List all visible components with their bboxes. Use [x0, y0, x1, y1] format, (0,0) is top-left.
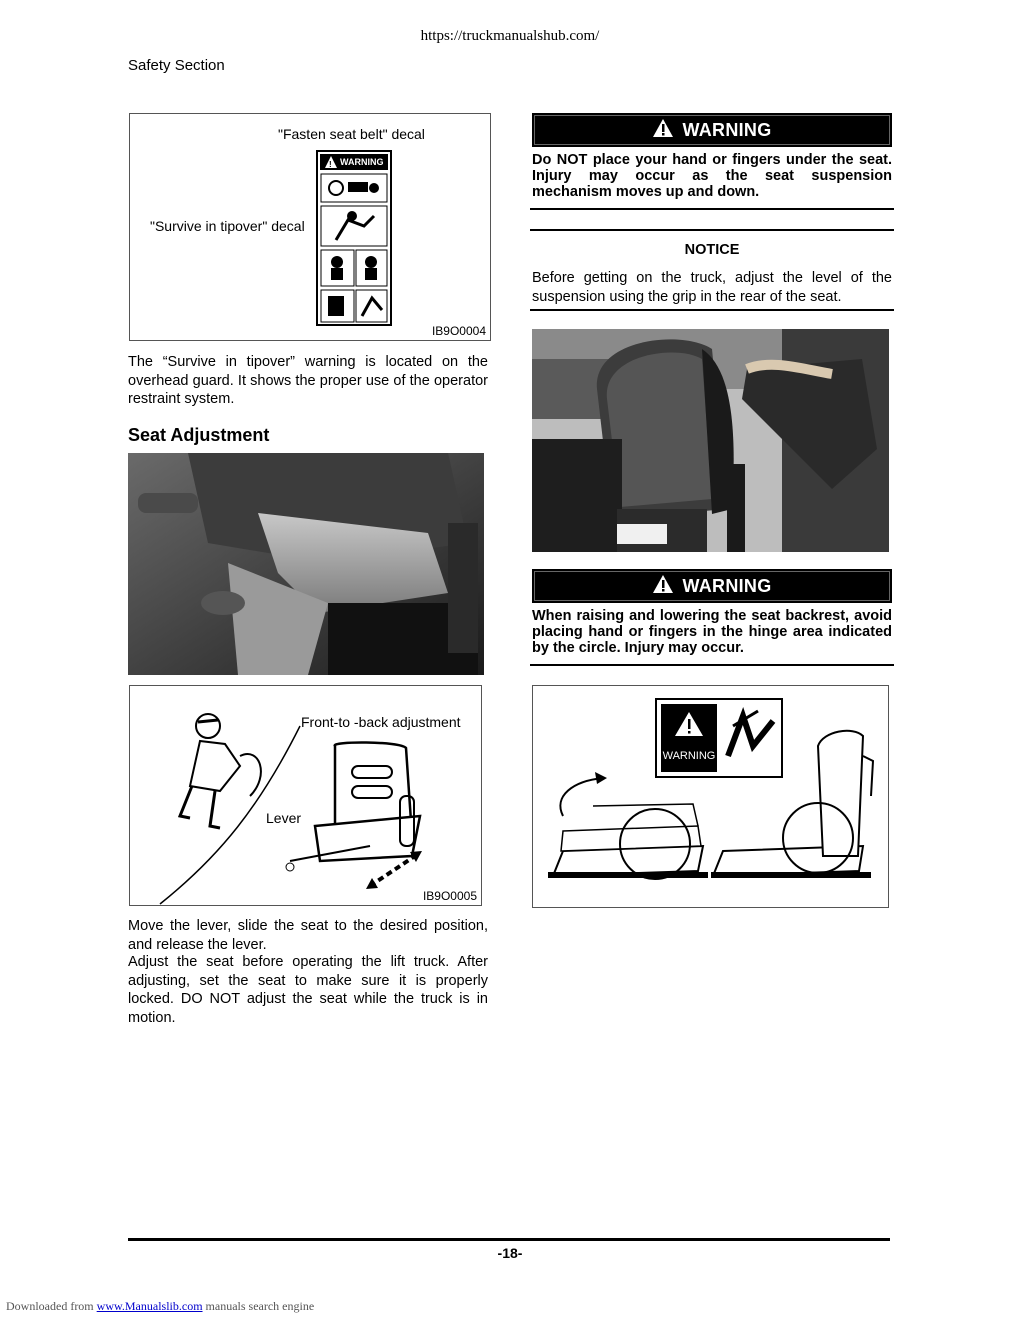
divider	[530, 229, 894, 231]
warning-text: Do NOT place your hand or fingers under the seat. Injury may occur as the seat suspension mechanism moves up and down.	[532, 152, 892, 200]
svg-text:!: !	[329, 160, 332, 169]
warning-triangle-icon	[652, 118, 674, 143]
tipover-paragraph: The “Survive in tipover” warning is located on the overhead guard. It shows the proper use of the operator restraint system.	[128, 354, 488, 407]
section-header: Safety Section	[128, 57, 225, 74]
figure-code: IB9O0004	[431, 324, 486, 338]
figure-code: IB9O0005	[422, 889, 477, 903]
hinge-warning-figure	[532, 685, 889, 908]
hinge-warning-drawing	[533, 686, 888, 907]
page-number: -18-	[497, 1245, 523, 1261]
warning-title: WARNING	[682, 119, 772, 140]
survive-tipover-callout: "Survive in tipover" decal	[150, 218, 305, 234]
seat-adjustment-heading: Seat Adjustment	[128, 425, 270, 445]
warning-text: When raising and lowering the seat backrest, avoid placing hand or fingers in the hinge area indicated by the circle. Injury may occur.	[532, 608, 892, 656]
front-back-adjustment-figure	[129, 685, 482, 906]
manualslib-link[interactable]: www.Manualslib.com	[96, 1299, 203, 1313]
footer-suffix: manuals search engine	[205, 1299, 315, 1313]
fasten-seat-belt-callout: "Fasten seat belt" decal	[278, 126, 425, 142]
warning-banner	[532, 569, 892, 603]
front-back-adjustment-callout: Front-to -back adjustment	[301, 714, 461, 730]
warning-banner	[532, 113, 892, 147]
adjust-seat-paragraph: Adjust the seat before operating the lift truck. After adjusting, set the seat to make sure it is properly locked. DO NOT adjust the seat while the truck is in motion.	[128, 954, 488, 1026]
tipover-decal-illustration	[316, 150, 392, 326]
footer-prefix: Downloaded from	[6, 1299, 94, 1313]
download-footer	[6, 1299, 314, 1314]
footer-rule	[128, 1238, 890, 1241]
seat-drawing	[130, 686, 482, 906]
divider	[530, 309, 894, 311]
divider	[530, 664, 894, 666]
notice-text: Before getting on the truck, adjust the level of the suspension using the grip in the rear of the seat.	[532, 270, 892, 305]
warning-triangle-icon	[652, 574, 674, 599]
decal-warning-text: WARNING	[340, 157, 384, 167]
lever-callout: Lever	[266, 810, 302, 826]
decal-figure	[129, 113, 491, 341]
seat-adjustment-photo	[128, 453, 484, 675]
backrest-photo	[532, 329, 889, 552]
move-lever-paragraph: Move the lever, slide the seat to the desired position, and release the lever.	[128, 918, 488, 953]
notice-title: NOTICE	[684, 242, 740, 258]
decal-label: WARNING	[662, 750, 716, 762]
source-url: https://truckmanualshub.com/	[420, 28, 600, 44]
warning-title: WARNING	[682, 575, 772, 596]
divider	[530, 208, 894, 210]
